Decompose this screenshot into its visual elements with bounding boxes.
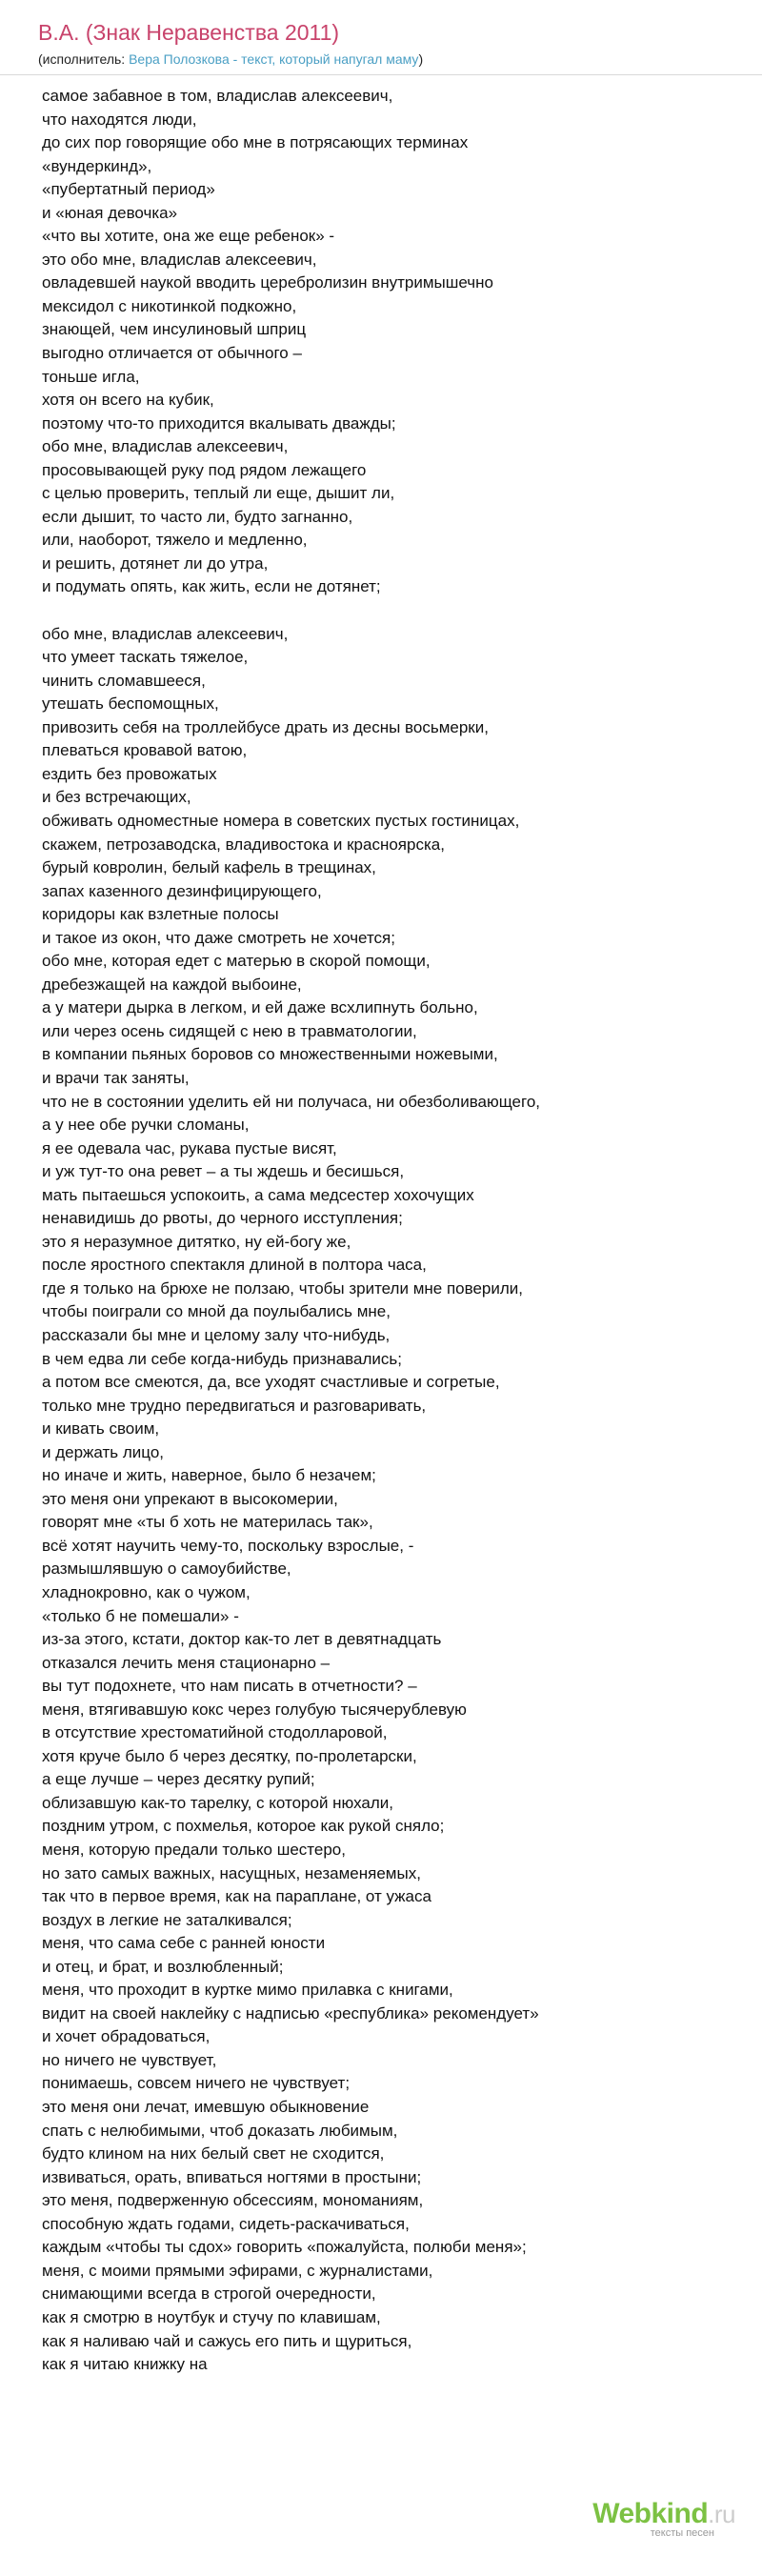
lyric-line: а у матери дырка в легком, и ей даже всхлипнуть больно, <box>42 998 478 1017</box>
lyric-line: или, наоборот, тяжело и медленно, <box>42 531 308 550</box>
lyric-line: хладнокровно, как о чужом, <box>42 1583 251 1601</box>
lyric-line: снимающими всегда в строгой очередности, <box>42 2284 376 2304</box>
byline <box>38 50 743 69</box>
lyric-line: до сих пор говорящие обо мне в потрясающих терминах <box>42 133 469 152</box>
lyric-line: хотя он всего на кубик, <box>42 391 214 410</box>
lyric-line: чинить сломавшееся, <box>42 671 206 690</box>
lyric-line: только мне трудно передвигаться и разговаривать, <box>42 1396 427 1415</box>
lyric-line: обживать одноместные номера в советских пустых гостиницах, <box>42 811 520 830</box>
lyric-line: бурый ковролин, белый кафель в трещинах, <box>42 858 376 877</box>
lyric-line: рассказали бы мне и целому залу что-нибудь, <box>42 1325 391 1344</box>
lyric-line: это меня, подверженную обсессиям, мономаниям, <box>42 2191 424 2210</box>
lyric-line: «вундеркинд», <box>42 156 152 175</box>
lyric-line: обо мне, владислав алексеевич, <box>42 437 289 456</box>
lyric-line: или через осень сидящей с нею в травматологии, <box>42 1021 417 1040</box>
lyric-line: но иначе и жить, наверное, было б незачем; <box>42 1466 376 1485</box>
lyric-line: а у нее обе ручки сломаны, <box>42 1116 250 1135</box>
lyric-line: что умеет таскать тяжелое, <box>42 648 249 667</box>
lyric-line: как я читаю книжку на <box>42 2355 208 2374</box>
logo-brand: Webkind <box>592 2498 709 2529</box>
lyric-line: мексидол с никотинкой подкожно, <box>42 296 297 315</box>
lyric-line: что находятся люди, <box>42 110 197 129</box>
lyric-line: и кивать своим, <box>42 1419 160 1439</box>
lyric-line: после яростного спектакля длиной в полтора часа, <box>42 1256 427 1275</box>
lyric-line: в отсутствие хрестоматийной стодолларовой, <box>42 1723 388 1742</box>
lyric-line: обо мне, которая едет с матерью в скорой помощи, <box>42 952 431 971</box>
lyric-line: знающей, чем инсулиновый шприц <box>42 320 307 339</box>
lyric-line: поэтому что-то приходится вкалывать дважды; <box>42 413 396 433</box>
lyric-line: утешать беспомощных, <box>42 694 219 714</box>
lyric-line: и уж тут-то она ревет – а ты ждешь и бесишься, <box>42 1162 405 1181</box>
lyric-line: и держать лицо, <box>42 1442 165 1461</box>
lyric-line: размышлявшую о самоубийстве, <box>42 1560 291 1579</box>
lyric-line: воздух в легкие не заталкивался; <box>42 1910 292 1929</box>
lyric-line: «что вы хотите, она же еще ребенок» - <box>42 227 335 246</box>
lyric-line: и отец, и брат, и возлюбленный; <box>42 1957 284 1976</box>
lyric-line: меня, втягивавшую кокс через голубую тысячерублевую <box>42 1700 467 1719</box>
lyric-line: а потом все смеются, да, все уходят счастливые и согретые, <box>42 1373 500 1392</box>
byline-suffix: ) <box>418 51 424 67</box>
lyric-line: тоньше игла, <box>42 367 140 386</box>
lyric-line: меня, с моими прямыми эфирами, с журналистами, <box>42 2261 433 2280</box>
lyric-line: выгодно отличается от обычного – <box>42 344 302 363</box>
lyric-line: но зато самых важных, насущных, незаменяемых, <box>42 1863 421 1882</box>
lyric-line: овладевшей наукой вводить церебролизин внутримышечно <box>42 273 493 292</box>
lyric-line: меня, что проходит в куртке мимо прилавка с книгами, <box>42 1981 453 2000</box>
lyric-line: и хочет обрадоваться, <box>42 2027 211 2046</box>
lyric-line: запах казенного дезинфицирующего, <box>42 881 322 900</box>
lyric-line: скажем, петрозаводска, владивостока и красноярска, <box>42 835 445 854</box>
lyric-line: отказался лечить меня стационарно – <box>42 1653 331 1672</box>
lyric-line: плеваться кровавой ватою, <box>42 741 248 760</box>
lyric-line: хотя круче было б через десятку, по-пролетарски, <box>42 1746 417 1765</box>
lyric-line: вы тут подохнете, что нам писать в отчетности? – <box>42 1677 417 1696</box>
lyric-line: видит на своей наклейку с надписью «республика» рекомендует» <box>42 2003 539 2023</box>
lyric-line: и врачи так заняты, <box>42 1068 190 1087</box>
lyric-line: это меня они лечат, имевшую обыкновение <box>42 2098 370 2117</box>
lyric-line: «пубертатный период» <box>42 180 215 199</box>
lyric-line: всё хотят научить чему-то, поскольку взрослые, - <box>42 1536 414 1555</box>
lyric-line: обо мне, владислав алексеевич, <box>42 624 289 643</box>
logo-tld: .ru <box>708 2500 735 2528</box>
lyric-line: просовывающей руку под рядом лежащего <box>42 460 367 479</box>
lyrics-body <box>42 85 743 2377</box>
site-logo[interactable] <box>592 2498 735 2539</box>
stanza-break <box>42 599 743 623</box>
lyric-line: я ее одевала час, рукава пустые висят, <box>42 1138 337 1157</box>
lyric-line: «только б не помешали» - <box>42 1606 239 1625</box>
lyric-line: говорят мне «ты б хоть не материлась так», <box>42 1513 373 1532</box>
lyric-line: и без встречающих, <box>42 788 191 807</box>
page <box>38 0 743 2377</box>
lyric-line: это обо мне, владислав алексеевич, <box>42 250 317 269</box>
lyric-line: ненавидишь до рвоты, до черного исступления; <box>42 1209 403 1228</box>
lyric-line: это я неразумное дитятко, ну ей-богу же, <box>42 1232 351 1251</box>
lyric-line: а еще лучше – через десятку рупий; <box>42 1770 315 1789</box>
lyric-line: и решить, дотянет ли до утра, <box>42 553 269 573</box>
lyric-line: и подумать опять, как жить, если не дотянет; <box>42 577 381 596</box>
lyric-line: так что в первое время, как на параплане, от ужаса <box>42 1887 431 1906</box>
lyric-line: в компании пьяных боровов со множественными ножевыми, <box>42 1045 498 1064</box>
lyric-line: и «юная девочка» <box>42 203 178 222</box>
byline-prefix: (исполнитель: <box>38 51 130 67</box>
logo-tagline: тексты песен <box>650 2527 714 2539</box>
lyric-line: но ничего не чувствует, <box>42 2050 217 2069</box>
lyric-line: как я смотрю в ноутбук и стучу по клавишам, <box>42 2307 381 2326</box>
lyric-line: если дышит, то часто ли, будто загнанно, <box>42 507 353 526</box>
lyric-line: каждым «чтобы ты сдох» говорить «пожалуйста, полюби меня»; <box>42 2238 527 2257</box>
lyric-line: дребезжащей на каждой выбоине, <box>42 975 302 994</box>
lyric-line: ездить без провожатых <box>42 764 217 783</box>
lyric-line: чтобы поиграли со мной да поулыбались мне, <box>42 1302 391 1321</box>
lyric-line: мать пытаешься успокоить, а сама медсестер хохочущих <box>42 1185 474 1204</box>
logo-wordmark <box>592 2498 735 2530</box>
lyric-line: в чем едва ли себе когда-нибудь признавались; <box>42 1349 402 1368</box>
lyric-line: облизавшую как-то тарелку, с которой нюхали, <box>42 1793 394 1812</box>
header-divider <box>0 74 762 75</box>
lyric-line: и такое из окон, что даже смотреть не хочется; <box>42 928 395 947</box>
lyric-line: коридоры как взлетные полосы <box>42 905 279 924</box>
lyric-line: это меня они упрекают в высокомерии, <box>42 1489 338 1508</box>
lyric-line: с целью проверить, теплый ли еще, дышит ли, <box>42 484 395 503</box>
lyric-line: как я наливаю чай и сажусь его пить и щуриться, <box>42 2331 412 2350</box>
lyric-line: меня, что сама себе с ранней юности <box>42 1934 326 1953</box>
lyric-line: привозить себя на троллейбусе драть из десны восьмерки, <box>42 717 489 736</box>
lyric-line: поздним утром, с похмелья, которое как рукой сняло; <box>42 1817 445 1836</box>
lyric-line: извиваться, орать, впиваться ногтями в простыни; <box>42 2167 422 2186</box>
lyric-line: спать с нелюбимыми, чтоб доказать любимым, <box>42 2121 398 2140</box>
lyric-line: будто клином на них белый свет не сходится, <box>42 2144 385 2163</box>
lyric-line: меня, которую предали только шестеро, <box>42 1841 346 1860</box>
song-title: В.А. (Знак Неравенства 2011) <box>38 20 340 45</box>
lyric-line: способную ждать годами, сидеть-раскачиваться, <box>42 2214 410 2233</box>
lyric-line: самое забавное в том, владислав алексеевич, <box>42 87 393 105</box>
lyric-line: что не в состоянии уделить ей ни получаса, ни обезболивающего, <box>42 1092 541 1111</box>
lyric-line: из-за этого, кстати, доктор как-то лет в девятнадцать <box>42 1630 442 1649</box>
artist-link[interactable]: Вера Полозкова - текст, который напугал маму <box>129 51 419 67</box>
lyric-line: где я только на брюхе не ползаю, чтобы зрители мне поверили, <box>42 1278 523 1298</box>
lyric-line: понимаешь, совсем ничего не чувствует; <box>42 2074 351 2093</box>
